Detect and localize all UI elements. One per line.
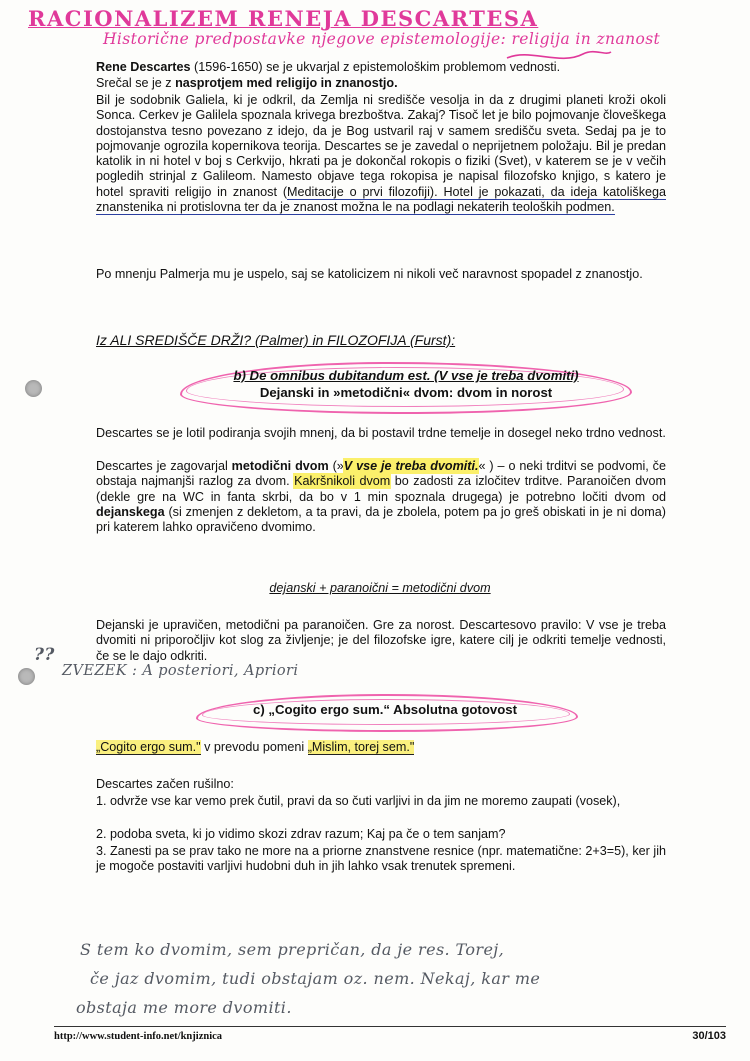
heading-b-line1: b) De omnibus dubitandum est. (V vse je treba dvomiti)	[233, 368, 579, 383]
handwritten-note-zvezek: ZVEZEK : A posteriori, Apriori	[62, 663, 299, 679]
paragraph-foundations: Descartes se je lotil podiranja svojih mnenj, da bi postavil trdne temelje in dosegel neko trdno vednost.	[96, 426, 666, 440]
punch-hole	[25, 380, 42, 397]
paragraph-conflict-bold: nasprotjem med religijo in znanostjo.	[175, 76, 398, 90]
list-item: 1. odvrže vse kar vemo prek čutil, pravi da so čuti varljivi in da jim ne moremo zaupati (vosek),	[96, 794, 621, 808]
paragraph-conflict	[96, 76, 666, 91]
punch-hole	[18, 668, 35, 685]
cogito-slovene-highlight: „Mislim, torej sem."	[307, 740, 415, 754]
paragraph-galileo-text: Bil je sodobnik Galiela, ki je odkril, da Zemlja ni središče vesolja in da z drugimi planeti kroži okoli Sonca. Cerkev je Galilela spoznala krivega brezboštva. Zakaj? Tisoč let je bilo pojmovanje človeškega dostojanstva tesno povezano z idejo, da je Bog ustvaril raj v samem središču sveta. Sedaj pa je to pojmovanje ogrozila kopernikova teorija. Descartes se je zavedal o neprijetnem položaju. Bil je predan katolik in ni hotel v boj s Cerkvijo, hkrati pa je dokončal rokopis o fiziki (Svet), v katerem se je v večih pogledih strinjal z Galileom. Namesto objave tega rokopisa je napisal filozofsko knjigo, s katero je hotel spraviti religijo in znanost (	[96, 93, 666, 199]
paragraph-galileo-underlined: Meditacije o prvi filozofiji). Hotel je pokazati, da ideja katoliškega znanstenika ni protislovna ter da je znanost možna le na podlagi nekaterih teoloških podmen.	[96, 184, 667, 215]
heading-b-line2: Dejanski in »metodični« dvom: dvom in norost	[259, 385, 553, 400]
paragraph-intro	[96, 60, 666, 75]
handwritten-question-marks: ??	[34, 645, 55, 665]
footer-divider	[54, 1026, 726, 1027]
footer-page-number: 30/103	[692, 1030, 726, 1042]
handwritten-bottom-line-3: obstaja me more dvomiti.	[76, 998, 292, 1017]
handwritten-bottom-note	[76, 935, 700, 1022]
handwritten-title: RACIONALIZEM RENEJA DESCARTESA	[28, 6, 539, 31]
p6-bold-metodicni-dvom: metodični dvom	[231, 459, 329, 473]
p6-highlight-kakrsnikoli-dvom: Kakršnikoli dvom	[294, 474, 391, 489]
handwritten-subtitle: Historične predpostavke njegove epistemologije: religija in znanost	[103, 30, 661, 48]
heading-c-cogito: c) „Cogito ergo sum.“ Absolutna gotovost	[253, 702, 517, 717]
heading-palmer-furst: Iz ALI SREDIŠČE DRŽI? (Palmer) in FILOZOFIJA (Furst):	[96, 332, 456, 348]
p6-mid2: « ) – o neki trditvi se podvomi, če obstaja najmanjši razlog za dvom.	[96, 459, 666, 489]
list-item: 2. podoba sveta, ki jo vidimo skozi zdrav razum; Kaj pa če o tem sanjam?	[96, 827, 506, 841]
p6-pre: Descartes je zagovarjal	[96, 459, 232, 473]
p8-mid: v prevodu pomeni	[200, 740, 308, 754]
descartes-name: Rene Descartes	[96, 60, 191, 74]
p6-bold-dejanskega: dejanskega	[96, 504, 165, 519]
p6-mid1: (»	[328, 459, 344, 473]
footer-url[interactable]: http://www.student-info.net/knjiznica	[54, 1031, 223, 1042]
handwritten-bottom-line-1: S tem ko dvomim, sem prepričan, da je res. Torej,	[80, 940, 505, 959]
formula-doubt-sum: dejanski + paranoični = metodični dvom	[269, 581, 491, 595]
p6-tail: (si zmenjen z dekletom, a ta pravi, da je zbolela, potem pa jo greš obiskati in je ni doma) pri katerem lahko opravičeno dvomimo.	[96, 504, 666, 535]
paragraph-destructive-start: Descartes začen rušilno:	[96, 777, 234, 791]
paragraph-conflict-pre: Srečal se je z	[96, 76, 176, 90]
paragraph-rule: Dejanski je upravičen, metodični pa paranoičen. Gre za norost. Descartesovo pravilo: V vse je treba dvomiti ni priporočljiv kot slog za življenje; je del filozofske igre, katere cilj je odkriti temelje vednosti, če se le dajo odkriti.	[96, 618, 666, 663]
paragraph-methodical-doubt	[96, 459, 666, 535]
handwritten-bottom-line-2: če jaz dvomim, tudi obstajam oz. nem. Nekaj, kar me	[90, 969, 541, 988]
p6-highlight-v-vse-je-treba-dvomiti: V vse je treba dvomiti.	[343, 459, 479, 473]
paragraph-intro-text: (1596-1650) se je ukvarjal z epistemološkim problemom vednosti.	[194, 60, 561, 74]
cogito-latin-highlight: „Cogito ergo sum."	[96, 740, 201, 754]
paragraph-cogito-translation	[96, 740, 666, 755]
paragraph-galileo	[96, 93, 666, 215]
list-item: 3. Zanesti pa se prav tako ne more na a priorne znanstvene resnice (npr. matematične: 2+3=5), ker jih je mogoče postaviti varljivi hudobni duh in jih lahko vsak trenutek spremeni.	[96, 844, 666, 874]
paragraph-palmer: Po mnenju Palmerja mu je uspelo, saj se katolicizem ni nikoli več naravnost spopadel z znanostjo.	[96, 267, 643, 281]
p6-mid3: bo zadosti za izločitev trditve. Paranoičen dvom (dekle gre na WC in fanta skrbi, da bo v 1 min spoznala drugega) je potrebno ločiti dvom od	[96, 474, 666, 504]
